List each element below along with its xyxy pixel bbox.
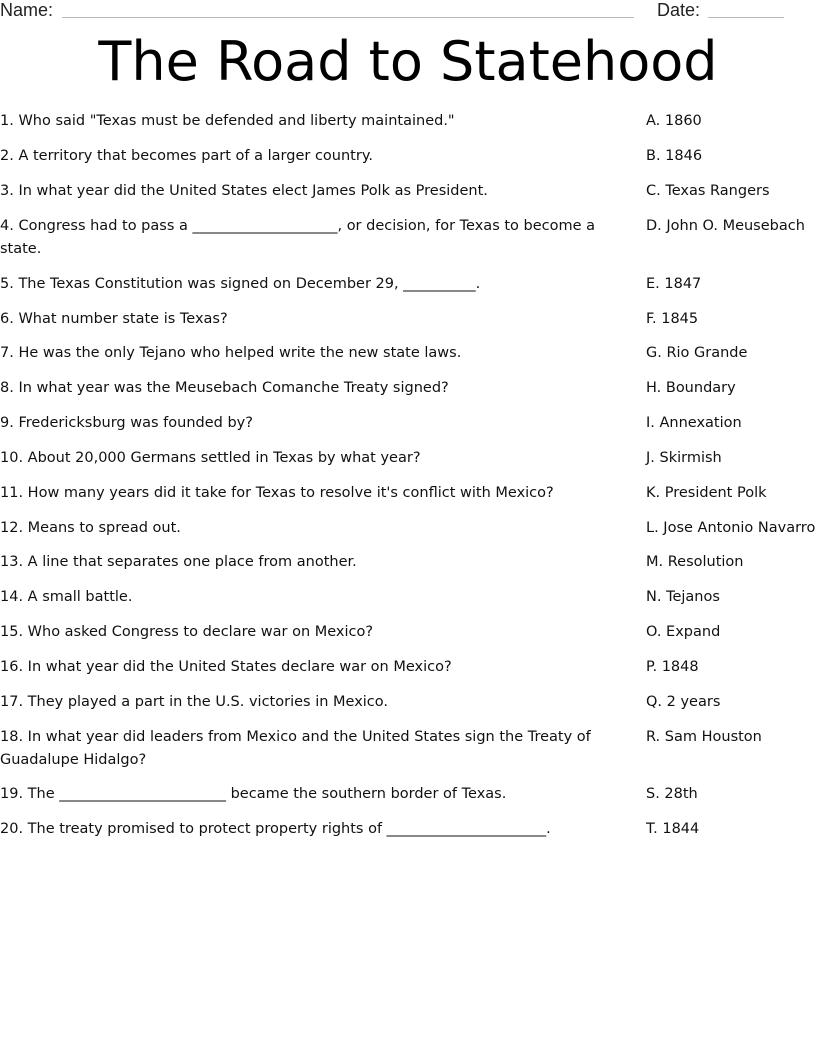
answer-choice: B. 1846 bbox=[646, 148, 703, 164]
answer-choice: E. 1847 bbox=[646, 276, 702, 292]
answer-choice: O. Expand bbox=[646, 624, 721, 640]
question-item: 16. In what year did the United States declare war on Mexico? bbox=[0, 659, 452, 675]
question-item: 19. The _______________________ became the southern border of Texas. bbox=[0, 786, 507, 802]
question-item: 7. He was the only Tejano who helped write the new state laws. bbox=[0, 345, 462, 361]
answer-choice: R. Sam Houston bbox=[646, 729, 762, 745]
answer-choice: K. President Polk bbox=[646, 485, 767, 501]
question-item: 14. A small battle. bbox=[0, 589, 133, 605]
question-item: 9. Fredericksburg was founded by? bbox=[0, 415, 253, 431]
question-item: 1. Who said "Texas must be defended and liberty maintained." bbox=[0, 113, 455, 129]
answer-choice: D. John O. Meusebach bbox=[646, 218, 805, 234]
answer-choice: A. 1860 bbox=[646, 113, 702, 129]
answer-choice: S. 28th bbox=[646, 786, 698, 802]
question-item: 10. About 20,000 Germans settled in Texas by what year? bbox=[0, 450, 421, 466]
answer-choice: N. Tejanos bbox=[646, 589, 720, 605]
question-item: 15. Who asked Congress to declare war on Mexico? bbox=[0, 624, 374, 640]
date-label: Date: bbox=[657, 0, 701, 20]
question-item: 4. Congress had to pass a ____________________, or decision, for Texas to become a state. bbox=[0, 218, 596, 257]
question-item: 5. The Texas Constitution was signed on December 29, __________. bbox=[0, 276, 481, 292]
date-field-line[interactable] bbox=[708, 17, 784, 18]
question-item: 12. Means to spread out. bbox=[0, 520, 181, 536]
answer-choice: T. 1844 bbox=[646, 821, 700, 837]
question-item: 11. How many years did it take for Texas to resolve it's conflict with Mexico? bbox=[0, 485, 554, 501]
answer-choice: G. Rio Grande bbox=[646, 345, 748, 361]
question-item: 3. In what year did the United States elect James Polk as President. bbox=[0, 183, 488, 199]
answer-choice: J. Skirmish bbox=[646, 450, 722, 466]
answer-choice: L. Jose Antonio Navarro bbox=[646, 520, 816, 536]
answer-choice: P. 1848 bbox=[646, 659, 699, 675]
page-title: The Road to Statehood bbox=[98, 30, 718, 93]
name-field-line[interactable] bbox=[62, 17, 634, 18]
answer-choice: C. Texas Rangers bbox=[646, 183, 770, 199]
name-date-header bbox=[0, 0, 816, 22]
answer-choice: M. Resolution bbox=[646, 554, 744, 570]
answer-choice: F. 1845 bbox=[646, 311, 699, 327]
question-item: 18. In what year did leaders from Mexico and the United States sign the Treaty of Guadalupe Hidalgo? bbox=[0, 729, 591, 768]
answer-choice: H. Boundary bbox=[646, 380, 736, 396]
answer-choice: I. Annexation bbox=[646, 415, 742, 431]
name-label: Name: bbox=[0, 0, 54, 20]
question-item: 6. What number state is Texas? bbox=[0, 311, 228, 327]
question-item: 17. They played a part in the U.S. victories in Mexico. bbox=[0, 694, 389, 710]
question-item: 20. The treaty promised to protect property rights of ______________________. bbox=[0, 821, 551, 837]
question-item: 2. A territory that becomes part of a larger country. bbox=[0, 148, 373, 164]
question-item: 13. A line that separates one place from another. bbox=[0, 554, 357, 570]
answer-choice: Q. 2 years bbox=[646, 694, 721, 710]
question-item: 8. In what year was the Meusebach Comanche Treaty signed? bbox=[0, 380, 449, 396]
